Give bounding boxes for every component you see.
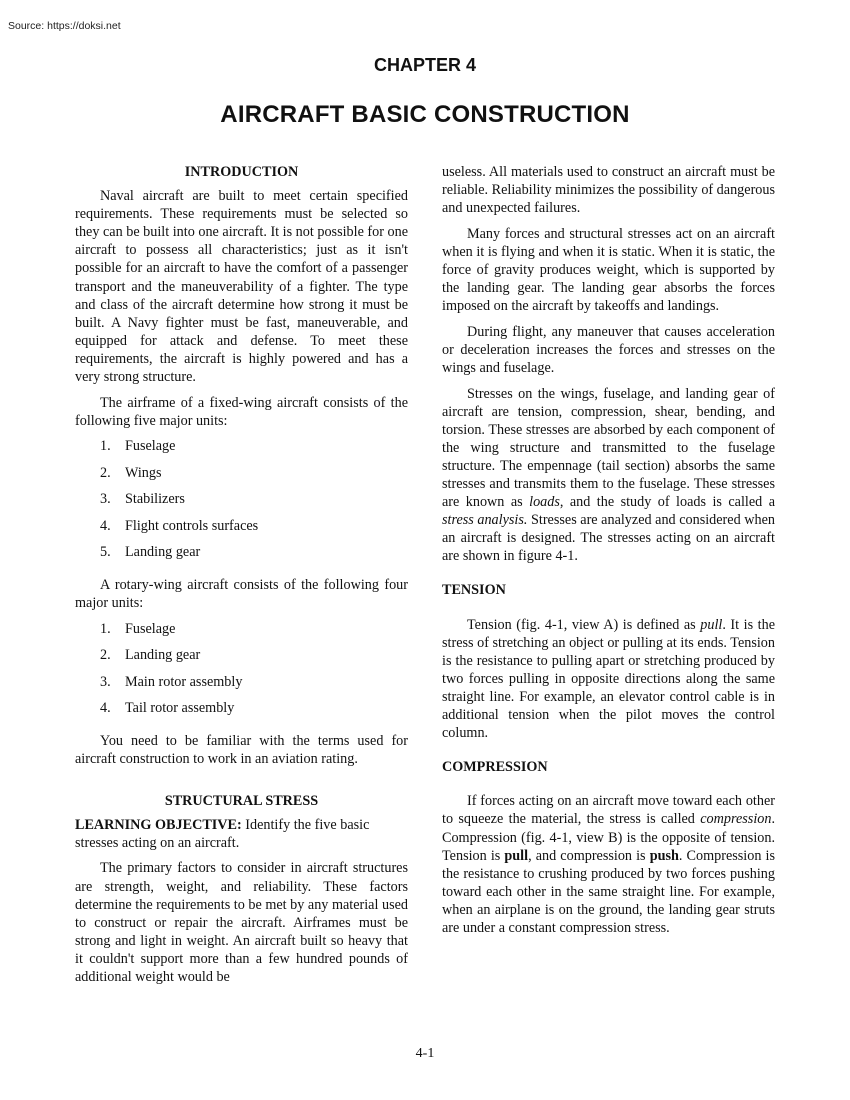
learning-objective-label: LEARNING OBJECTIVE:	[75, 816, 242, 833]
list-text: Wings	[125, 464, 162, 481]
learning-objective	[75, 816, 408, 852]
stress-paragraph-1: The primary factors to consider in aircraft structures are strength, weight, and reliability. These factors determine the requirements to be met by any material used to construct or repair the aircraft. Airframes must be strong and light in weight. An aircraft built so heavy that it couldn't support more than a few hundred pounds of additional weight would be	[75, 860, 408, 986]
intro-paragraph-4: You need to be familiar with the terms used for aircraft construction to work in an aviation rating.	[75, 732, 408, 767]
bold-term-pull: pull	[504, 847, 529, 864]
list-number: 1.	[100, 438, 111, 455]
source-url: Source: https://doksi.net	[8, 20, 121, 32]
italic-term-compression: compression	[700, 811, 772, 828]
list-number: 5.	[100, 544, 111, 561]
intro-paragraph-2: The airframe of a fixed-wing aircraft consists of the following five major units:	[75, 394, 408, 429]
list-number: 3.	[100, 673, 111, 690]
text-run: . Compression (fig. 4-1, view B) is the opposite of tension. Tension is	[442, 811, 775, 864]
list-item	[100, 620, 408, 647]
list-text: Flight controls surfaces	[125, 517, 259, 534]
list-text: Stabilizers	[125, 491, 185, 508]
list-text: Tail rotor assembly	[125, 700, 235, 716]
list-number: 4.	[100, 517, 111, 534]
text-run: . It is the stress of stretching an object or pulling at its ends. Tension is the resistance to pulling apart or stretching produced by two forces pulling in opposite directions along the same straight line. For example, an elevator control cable is in additional tension when the pilot moves the control column.	[442, 616, 776, 742]
list-number: 3.	[100, 491, 111, 508]
list-item	[100, 490, 408, 517]
compression-heading: COMPRESSION	[442, 759, 548, 776]
list-number: 2.	[100, 464, 111, 481]
right-paragraph-4	[442, 385, 775, 566]
structural-stress-heading: STRUCTURAL STRESS	[164, 792, 319, 809]
list-item	[100, 437, 408, 464]
list-item	[100, 646, 408, 673]
text-run: Stresses on the wings, fuselage, and landing gear of aircraft are tension, compression, shear, bending, and torsion. These stresses are absorbed by each component of the wing structure and transmitted to the fuselage structure. The empennage (tail section) absorbs the same stresses and transmits them to the fuselage. These stresses are known as	[442, 385, 775, 511]
list-text: Fuselage	[125, 620, 176, 637]
left-column	[75, 163, 408, 994]
text-run: Stresses are analyzed and considered when an aircraft is designed. The stresses acting on an aircraft are shown in figure 4-1.	[442, 512, 775, 565]
right-column	[442, 163, 775, 945]
text-run: . Compression is the resistance to crushing produced by two forces pushing toward each other in the same straight line. For example, when an airplane is on the ground, the landing gear struts are under a constant compression stress.	[442, 847, 775, 936]
intro-paragraph-1: Naval aircraft are built to meet certain specified requirements. These requirements must be selected so they can be built into one aircraft. It is not possible for one aircraft to possess all characteristics; just as it isn't possible for an aircraft to have the comfort of a passenger transport and the maneuverability of a fighter. The type and class of the aircraft determine how strong it must be built. A Navy fighter must be fast, maneuverable, and equipped for attack and defense. To meet these requirements, the aircraft is highly powered and has a very strong structure.	[75, 188, 408, 386]
chapter-label: CHAPTER 4	[373, 55, 476, 75]
list-item	[100, 543, 408, 570]
right-paragraph-2: Many forces and structural stresses act on an aircraft when it is flying and when it is static. When it is static, the force of gravity produces weight, which is supported by the landing gear. The landing gear absorbs the forces imposed on the aircraft by takeoffs and landings.	[442, 225, 775, 315]
intro-paragraph-3: A rotary-wing aircraft consists of the following four major units:	[75, 576, 408, 611]
rotary-wing-units-list	[75, 620, 408, 726]
list-text: Main rotor assembly	[125, 673, 243, 690]
list-text: Landing gear	[125, 544, 201, 561]
learning-objective-text: Identify the five basic stresses acting on an aircraft.	[75, 816, 370, 851]
italic-term-stress-analysis: stress analysis.	[442, 512, 528, 529]
page-title: AIRCRAFT BASIC CONSTRUCTION	[220, 101, 630, 128]
list-text: Fuselage	[125, 438, 176, 455]
page-number: 4-1	[415, 1046, 435, 1061]
text-run: Tension (fig. 4-1, view A) is defined as	[467, 616, 701, 633]
list-item	[100, 673, 408, 700]
tension-paragraph	[442, 616, 775, 743]
list-item	[100, 464, 408, 491]
text-run: , and the study of loads is called a	[559, 494, 775, 511]
list-number: 1.	[100, 620, 111, 637]
italic-term-loads: loads	[529, 494, 560, 511]
bold-term-push: push	[649, 847, 679, 864]
list-number: 2.	[100, 647, 111, 663]
fixed-wing-units-list	[75, 437, 408, 570]
right-paragraph-3: During flight, any maneuver that causes acceleration or deceleration increases the forces and stresses on the wings and fuselage.	[442, 323, 775, 376]
tension-heading: TENSION	[442, 582, 506, 599]
right-paragraph-1: useless. All materials used to construct an aircraft must be reliable. Reliability minimizes the possibility of dangerous and unexpected failures.	[442, 164, 775, 217]
text-run: , and compression is	[528, 847, 650, 864]
text-run: If forces acting on an aircraft move toward each other to squeeze the material, the stress is called	[442, 793, 775, 828]
list-text: Landing gear	[125, 647, 201, 663]
list-item	[100, 517, 408, 544]
list-number: 4.	[100, 700, 111, 716]
compression-paragraph	[442, 792, 775, 937]
italic-term-pull: pull	[700, 616, 723, 633]
introduction-heading: INTRODUCTION	[184, 164, 299, 180]
list-item	[100, 699, 408, 726]
